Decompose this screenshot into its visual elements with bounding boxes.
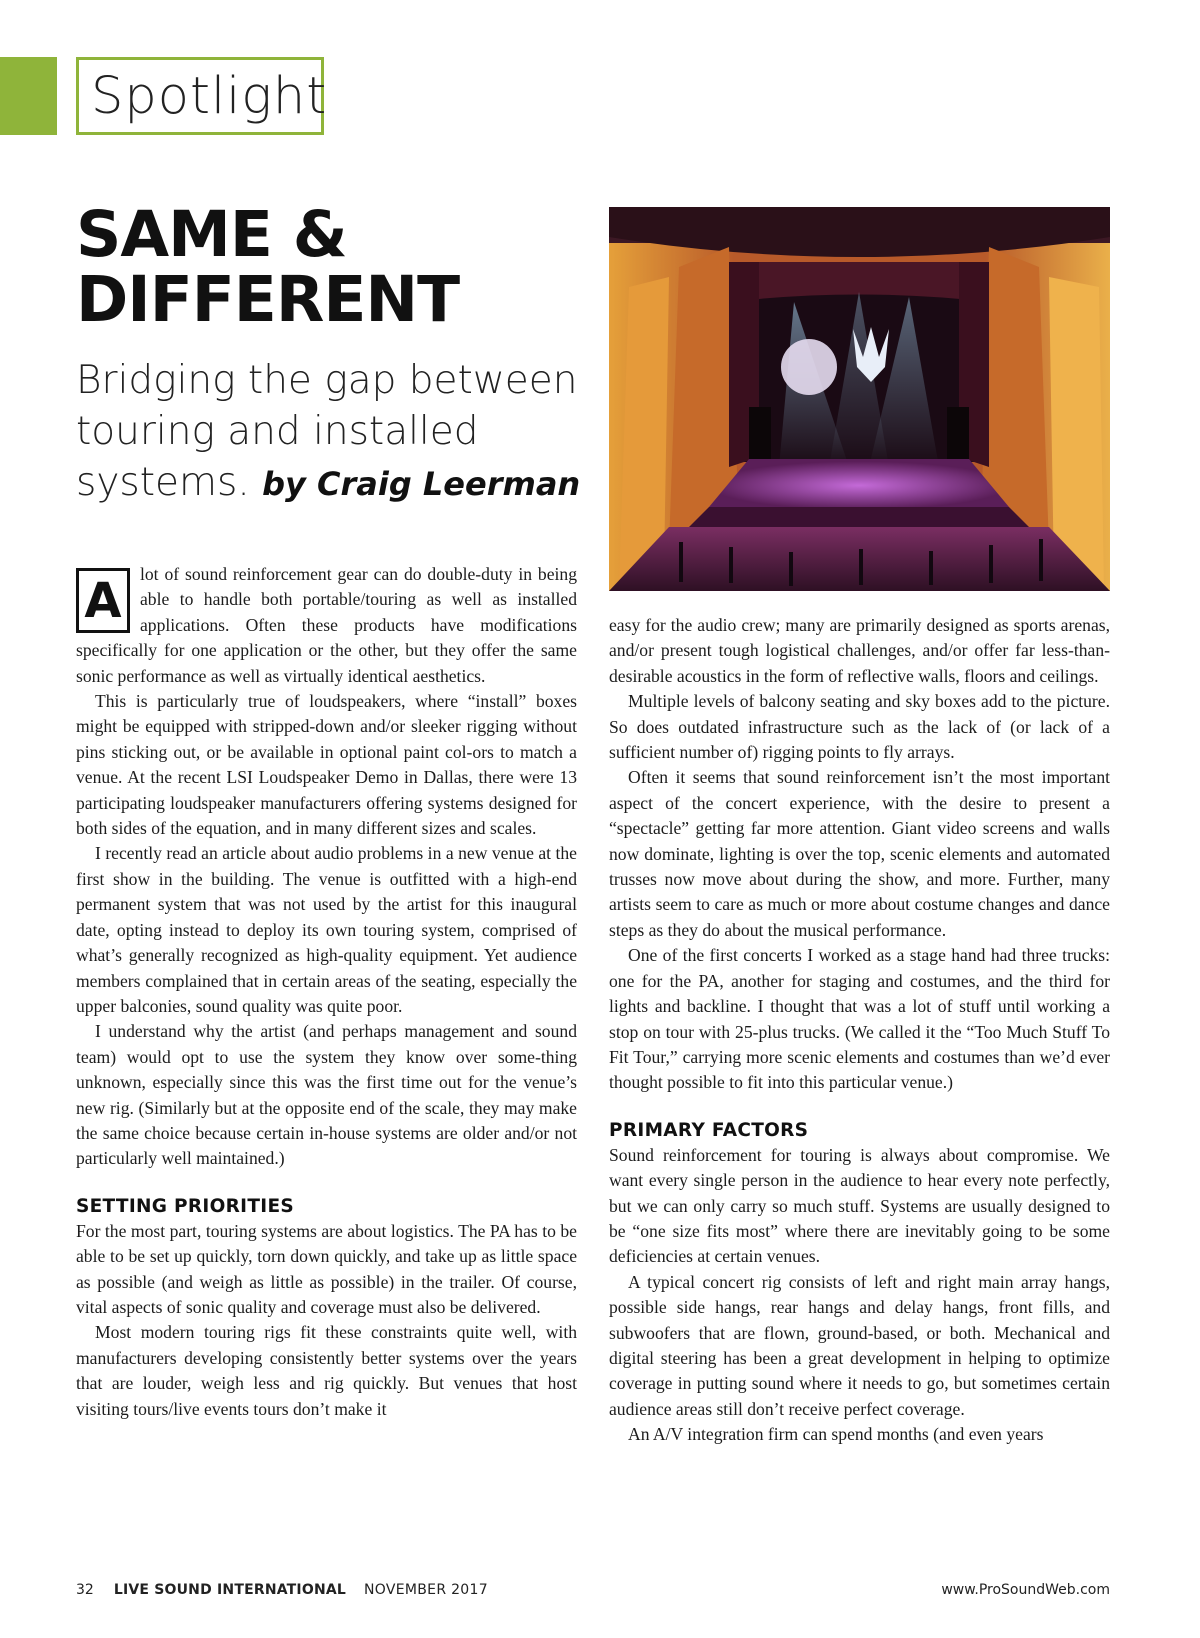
subhead-setting-priorities: SETTING PRIORITIES — [76, 1195, 295, 1217]
right-paragraph-6: A typical concert rig consists of left and right main array hangs, possible side hangs, rear hangs and delay hangs, front fills, and subwoofers that are flown, ground-based, or both. Mechanical and digital steering has been a great development in helping to optimize coverage in putting sound where it needs to go, but sometimes certain audience areas still don’t receive perfect coverage. — [609, 1271, 1110, 1419]
right-paragraph-4: One of the first concerts I worked as a stage hand had three trucks: one for the PA, another for staging and costumes, and the third for lights and backline. I thought that was a lot of stuff until working a stop on tour with 25-plus trucks. (We called it the “Too Much Stuff To Fit Tour,” carrying more scenic elements and costumes than we’d ever thought possible to fit into this particular venue.) — [609, 945, 1110, 1093]
page-footer — [76, 1580, 1110, 1600]
section-label-box — [76, 57, 328, 135]
deck-line-2: touring and installed — [76, 409, 479, 454]
subhead-primary-factors: PRIMARY FACTORS — [609, 1119, 809, 1141]
deck-line-1: Bridging the gap between — [76, 358, 578, 403]
magazine-name: LIVE SOUND INTERNATIONAL — [113, 1582, 347, 1598]
left-paragraph-6: Most modern touring rigs fit these constraints quite well, with manufacturers developing consistently better systems over the years that are louder, weigh less and rig quickly. But venues that host visiting tours/live events tours don’t make it — [76, 1322, 577, 1419]
right-paragraph-3: Often it seems that sound reinforcement isn’t the most important aspect of the concert experience, with the desire to present a “spectacle” getting far more attention. Giant video screens and walls now dominate, lighting is over the top, scenic elements and automated trusses now move about during the show, and more. Further, many artists seem to care as much or more about costume changes and dance steps as they do about the musical performance. — [609, 767, 1110, 940]
left-paragraph-3: I recently read an article about audio problems in a new venue at the first show in the building. The venue is outfitted with a high-end permanent system that was not used by the artist for this inaugural date, opting instead to deploy its own touring system, comprised of what’s generally recognized as high-quality equipment. Yet audience members complained that in certain areas of the seating, especially the upper balconies, sound quality was quite poor. — [76, 843, 577, 1016]
section-label: Spotlight — [91, 66, 328, 126]
byline: by Craig Leerman — [262, 465, 581, 503]
deck — [76, 355, 596, 510]
right-paragraph-1: easy for the audio crew; many are primarily designed as sports arenas, and/or present tough logistical challenges, and/or offer far less-than-desirable acoustics in the form of reflective walls, floors and ceilings. — [609, 615, 1110, 686]
headline-line-1: SAME & — [76, 198, 347, 271]
section-accent-bar — [0, 57, 57, 135]
right-paragraph-5: Sound reinforcement for touring is always about compromise. We want every single person in the audience to hear every note perfectly, but we can only carry so much stuff. Systems are usually designed to be “one size fits most” where there are inevitably going to be some deficiencies at certain venues. — [609, 1144, 1110, 1267]
page-number: 32 — [76, 1582, 94, 1598]
deck-line-3: systems. — [76, 460, 250, 505]
website-url: www.ProSoundWeb.com — [941, 1582, 1110, 1598]
drop-cap: A — [76, 568, 130, 633]
right-paragraph-7: An A/V integration firm can spend months (and even years — [628, 1424, 1044, 1445]
deck-line-3-wrap — [76, 457, 596, 510]
left-column — [76, 562, 577, 1422]
issue-date: NOVEMBER 2017 — [364, 1582, 488, 1598]
right-paragraph-2: Multiple levels of balcony seating and sky boxes add to the picture. So does outdated infrastructure such as the lack of (or lack of a sufficient number of) rigging points to fly arrays. — [609, 691, 1110, 763]
venue-concert-photo — [609, 207, 1110, 591]
headline — [76, 198, 556, 336]
left-paragraph-2: This is particularly true of loudspeakers, where “install” boxes might be equipped with stripped-down and/or sleeker rigging without pins sticking out, or be available in optional paint col-ors to match a venue. At the recent LSI Loudspeaker Demo in Dallas, there were 13 participating loudspeaker manufacturers offering systems designed for both sides of the equation, and in many different sizes and scales. — [76, 691, 577, 839]
right-column — [609, 613, 1110, 1448]
headline-line-2: DIFFERENT — [76, 263, 460, 336]
left-paragraph-4: I understand why the artist (and perhaps management and sound team) would opt to use the system they know over some-thing unknown, especially since this was the first time out for the venue’s new rig. (Similarly but at the opposite end of the scale, they may make the same choice because certain in-house systems are older and/or not particularly well maintained.) — [76, 1021, 577, 1169]
left-paragraph-1: lot of sound reinforcement gear can do double-duty in being able to handle both portable/touring as well as installed applications. Often these products have modifications specifically for one application or the other, but they offer the same sonic performance as well as virtually identical aesthetics. — [76, 564, 577, 686]
left-paragraph-5: For the most part, touring systems are about logistics. The PA has to be able to be set up quickly, torn down quickly, and take up as little space as possible (and weigh as little as possible) in the trailer. Of course, vital aspects of sonic quality and coverage must also be delivered. — [76, 1220, 577, 1317]
